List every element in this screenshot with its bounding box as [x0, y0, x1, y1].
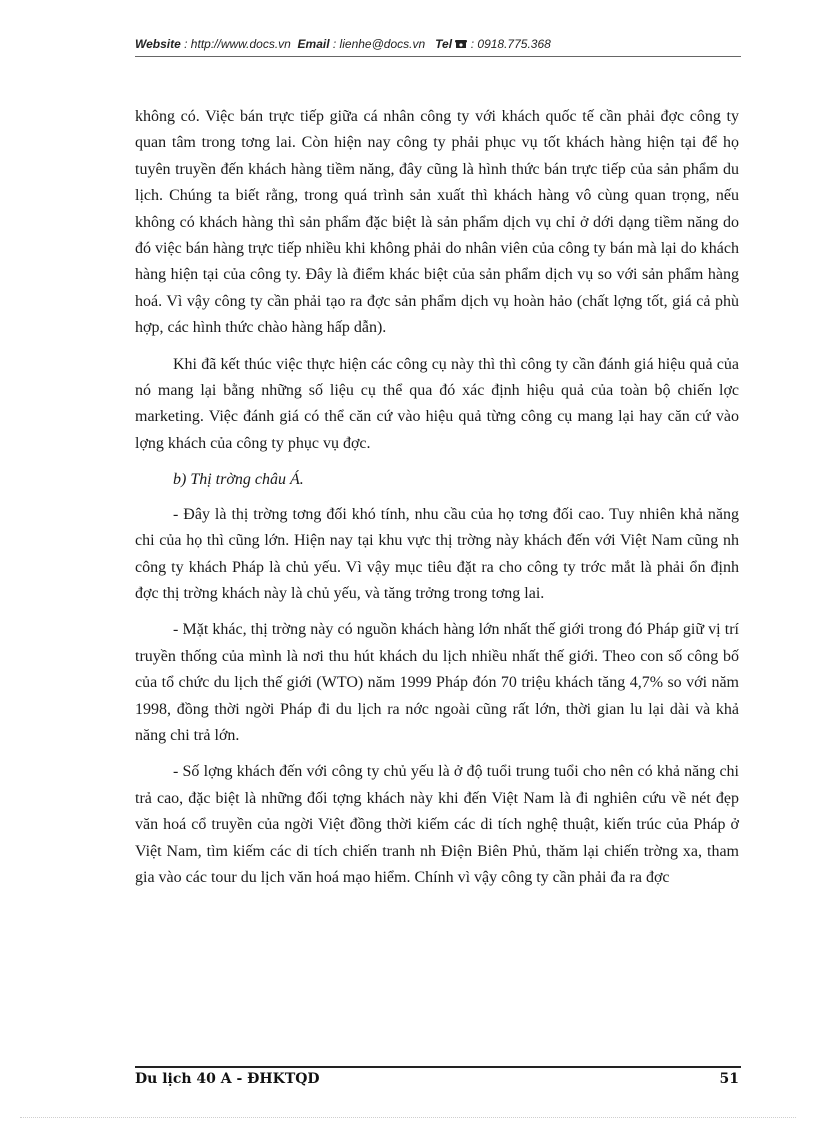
email-label: Email — [297, 37, 330, 51]
page-number: 51 — [719, 1071, 739, 1087]
page-footer — [135, 1071, 741, 1087]
footer-divider — [135, 1066, 741, 1068]
paragraph-2: Khi đã kết thúc việc thực hiện các công cụ này thì thì công ty cần đánh giá hiệu quả của nó mang lại bằng những số liệu cụ thể qua đó xác định hiệu quả của toàn bộ chiến lợc marketing. Việc đánh giá có thể căn cứ vào hiệu quả từng công cụ mang lại hay căn cứ vào lợng khách của công ty phục vụ đợc. — [135, 355, 739, 452]
website-label: Website — [135, 37, 181, 51]
paragraph-3: - Đây là thị trờng tơng đối khó tính, nhu cầu của họ tơng đối cao. Tuy nhiên khả năng chi của họ thì cũng lớn. Hiện nay tại khu vực thị trờng này khách đến với Việt Nam cũng nh công ty khách Pháp là chủ yếu. Vì vậy mục tiêu đặt ra cho công ty trớc mắt là phải ổn định đợc thị trờng khách này là chủ yếu, và tăng trởng trong tơng lai. — [135, 505, 739, 602]
paragraph-1: không có. Việc bán trực tiếp giữa cá nhân công ty với khách quốc tế cần phải đợc công ty quan tâm trong tơng lai. Còn hiện nay công ty phải phục vụ tốt khách hàng hiện tại để họ tuyên truyền đến khách hàng tiềm năng, đây cũng là hình thức bán trực tiếp của sản phẩm du lịch. Chúng ta biết rằng, trong quá trình sản xuất thì khách hàng vô cùng quan trọng, nếu không có khách hàng thì sản phẩm đặc biệt là sản phẩm dịch vụ chỉ ở dới dạng tiềm năng do đó việc bán hàng trực tiếp nhiều khi không phải do nhân viên của công ty bán mà lại do khách hàng hiện tại của công ty. Đây là điểm khác biệt của sản phẩm dịch vụ so với sản phẩm hàng hoá. Vì vậy công ty cần phải tạo ra đợc sản phẩm dịch vụ hoàn hảo (chất lợng tốt, giá cả phù hợp, các hình thức chào hàng hấp dẫn). — [135, 108, 739, 337]
footer-title: Du lịch 40 A - ĐHKTQD — [135, 1071, 320, 1087]
website-url[interactable]: : http://www.docs.vn — [184, 37, 291, 51]
email-address[interactable]: : lienhe@docs.vn — [332, 37, 426, 51]
page-bottom-border — [20, 1117, 796, 1118]
tel-label: Tel — [435, 37, 453, 51]
paragraph-5: - Số lợng khách đến với công ty chủ yếu là ở độ tuổi trung tuổi cho nên có khả năng chi trả cao, đặc biệt là những đối tợng khách này khi đến Việt Nam là đi nghiên cứu về nét đẹp văn hoá cổ truyền của ngời Việt đồng thời kiếm các di tích nghệ thuật, kiến trúc của Pháp ở Việt Nam, tìm kiếm các di tích chiến tranh nh Điện Biên Phủ, thăm lại chiến trờng xa, tham gia vào các tour du lịch văn hoá mạo hiểm. Chính vì vậy công ty cần phải đa ra đợc — [135, 763, 739, 886]
page-header — [135, 37, 741, 51]
header-divider — [135, 56, 741, 57]
phone-number: : 0918.775.368 — [470, 37, 551, 51]
document-body — [135, 104, 739, 901]
paragraph-4: - Mặt khác, thị trờng này có nguồn khách hàng lớn nhất thế giới trong đó Pháp giữ vị trí truyền thống của mình là nơi thu hút khách du lịch nhiều nhất thế giới. Theo con số công bố của tổ chức du lịch thế giới (WTO) năm 1999 Pháp đón 70 triệu khách tăng 4,7% so với năm 1998, đồng thời ngời Pháp đi du lịch ra nớc ngoài cũng rất lớn, thời gian lu lại dài và khả năng chi trả lớn. — [135, 621, 739, 744]
phone-icon — [455, 37, 467, 51]
section-subheading: b) Thị trờng châu Á. — [173, 471, 304, 489]
